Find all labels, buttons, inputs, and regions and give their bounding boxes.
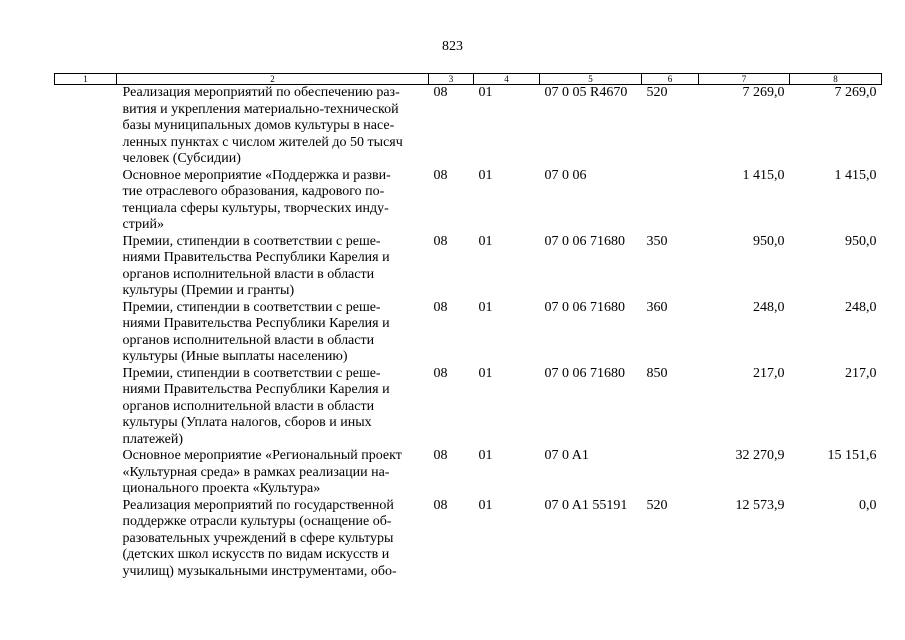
item-name-line: органов исполнительной власти в области [122, 266, 375, 282]
amount-year1-cell: 1 415,0 [742, 167, 785, 183]
column-header: 3 [429, 74, 474, 85]
subsection-code-cell: 01 [478, 299, 493, 315]
item-name-cell [117, 234, 429, 300]
table-row [55, 300, 882, 366]
item-name-cell [117, 448, 429, 498]
empty-cell [55, 234, 117, 300]
item-name-line: стрий» [122, 217, 164, 232]
target-article-cell: 07 0 06 71680 [544, 299, 625, 315]
empty-cell [55, 85, 117, 168]
expense-type-cell [642, 448, 699, 498]
item-name-line: органов исполнительной власти в области [122, 332, 375, 348]
column-header: 5 [540, 74, 642, 85]
subsection-code-cell: 01 [478, 448, 493, 463]
table-row [55, 498, 882, 581]
amount-year1-cell: 32 270,9 [735, 448, 785, 463]
expense-type-cell: 360 [646, 299, 668, 315]
target-article-cell: 07 0 A1 [544, 448, 589, 463]
item-name-line: базы муниципальных домов культуры в насе- [122, 118, 395, 133]
column-header: 1 [55, 74, 117, 85]
column-header: 2 [117, 74, 429, 85]
item-name-line: культуры (Премии и гранты) [122, 283, 295, 298]
item-name-line: органов исполнительной власти в области [122, 398, 375, 414]
subsection-code-cell: 01 [478, 233, 493, 249]
item-name-line: Основное мероприятие «Поддержка и разви- [122, 167, 391, 183]
column-header: 6 [642, 74, 699, 85]
expense-type-cell: 520 [646, 497, 668, 513]
column-header: 7 [699, 74, 790, 85]
item-name-line: разовательных учреждений в сфере культуры [122, 530, 394, 546]
empty-cell [55, 300, 117, 366]
section-code-cell: 08 [433, 85, 448, 100]
table-row [55, 168, 882, 234]
table-row [55, 448, 882, 498]
page-number: 823 [442, 39, 463, 54]
table-row [55, 366, 882, 449]
expense-type-cell [642, 168, 699, 234]
item-name-line: Основное мероприятие «Региональный проект [122, 448, 402, 463]
item-name-cell [117, 85, 429, 168]
table-row [55, 234, 882, 300]
item-name-line: ленных пунктах с числом жителей до 50 тысяч [122, 134, 403, 150]
item-name-line: ниями Правительства Республики Карелия и [122, 250, 390, 265]
section-code-cell: 08 [433, 299, 448, 315]
amount-year2-cell: 1 415,0 [834, 167, 877, 183]
subsection-code-cell: 01 [478, 365, 493, 381]
expense-type-cell: 850 [646, 365, 668, 381]
target-article-cell: 07 0 06 71680 [544, 233, 625, 249]
amount-year1-cell: 217,0 [753, 365, 785, 381]
item-name-line: тие отраслевого образования, кадрового по- [122, 184, 385, 199]
amount-year2-cell: 7 269,0 [834, 85, 877, 100]
section-code-cell: 08 [433, 233, 448, 249]
item-name-cell [117, 168, 429, 234]
item-name-line: культуры (Иные выплаты населению) [122, 349, 348, 364]
budget-table [54, 73, 882, 580]
item-name-line: культуры (Уплата налогов, сборов и иных [122, 415, 372, 430]
item-name-line: поддержке отрасли культуры (оснащение об- [122, 514, 392, 529]
target-article-cell: 07 0 06 [544, 167, 587, 183]
amount-year1-cell: 248,0 [753, 299, 785, 315]
item-name-line: училищ) музыкальными инструментами, обо- [122, 563, 397, 579]
item-name-line: «Культурная среда» в рамках реализации на- [122, 464, 390, 480]
item-name-line: платежей) [122, 431, 184, 447]
amount-year2-cell: 217,0 [845, 365, 877, 381]
section-code-cell: 08 [433, 365, 448, 381]
target-article-cell: 07 0 A1 55191 [544, 497, 628, 513]
item-name-line: Премии, стипендии в соответствии с реше- [122, 299, 381, 315]
empty-cell [55, 366, 117, 449]
amount-year1-cell: 950,0 [753, 233, 785, 249]
section-code-cell: 08 [433, 497, 448, 513]
amount-year1-cell: 7 269,0 [742, 85, 785, 100]
amount-year1-cell: 12 573,9 [735, 497, 785, 513]
item-name-cell [117, 300, 429, 366]
amount-year2-cell: 0,0 [859, 497, 877, 513]
item-name-line: Премии, стипендии в соответствии с реше- [122, 233, 381, 249]
column-header: 4 [474, 74, 540, 85]
target-article-cell: 07 0 05 R4670 [544, 85, 628, 100]
item-name-line: тенциала сферы культуры, творческих инду- [122, 200, 389, 216]
subsection-code-cell: 01 [478, 85, 493, 100]
table-row [55, 85, 882, 168]
item-name-line: Реализация мероприятий по обеспечению раз- [122, 85, 400, 100]
empty-cell [55, 168, 117, 234]
subsection-code-cell: 01 [478, 167, 493, 183]
item-name-line: (детских школ искусств по видам искусств и [122, 547, 390, 562]
section-code-cell: 08 [433, 448, 448, 463]
section-code-cell: 08 [433, 167, 448, 183]
target-article-cell: 07 0 06 71680 [544, 365, 625, 381]
item-name-line: ниями Правительства Республики Карелия и [122, 382, 390, 397]
item-name-line: человек (Субсидии) [122, 151, 241, 166]
item-name-line: вития и укрепления материально-технической [122, 101, 399, 117]
item-name-line: ниями Правительства Республики Карелия и [122, 316, 390, 331]
expense-type-cell: 520 [646, 85, 668, 100]
amount-year2-cell: 248,0 [845, 299, 877, 315]
item-name-cell [117, 498, 429, 581]
amount-year2-cell: 15 151,6 [827, 448, 877, 463]
empty-cell [55, 498, 117, 581]
item-name-line: Реализация мероприятий по государственной [122, 497, 394, 513]
item-name-line: ционального проекта «Культура» [122, 481, 321, 496]
subsection-code-cell: 01 [478, 497, 493, 513]
item-name-line: Премии, стипендии в соответствии с реше- [122, 365, 381, 381]
item-name-cell [117, 366, 429, 449]
empty-cell [55, 448, 117, 498]
amount-year2-cell: 950,0 [845, 233, 877, 249]
expense-type-cell: 350 [646, 233, 668, 249]
column-header: 8 [790, 74, 882, 85]
column-number-header-row [55, 74, 882, 85]
